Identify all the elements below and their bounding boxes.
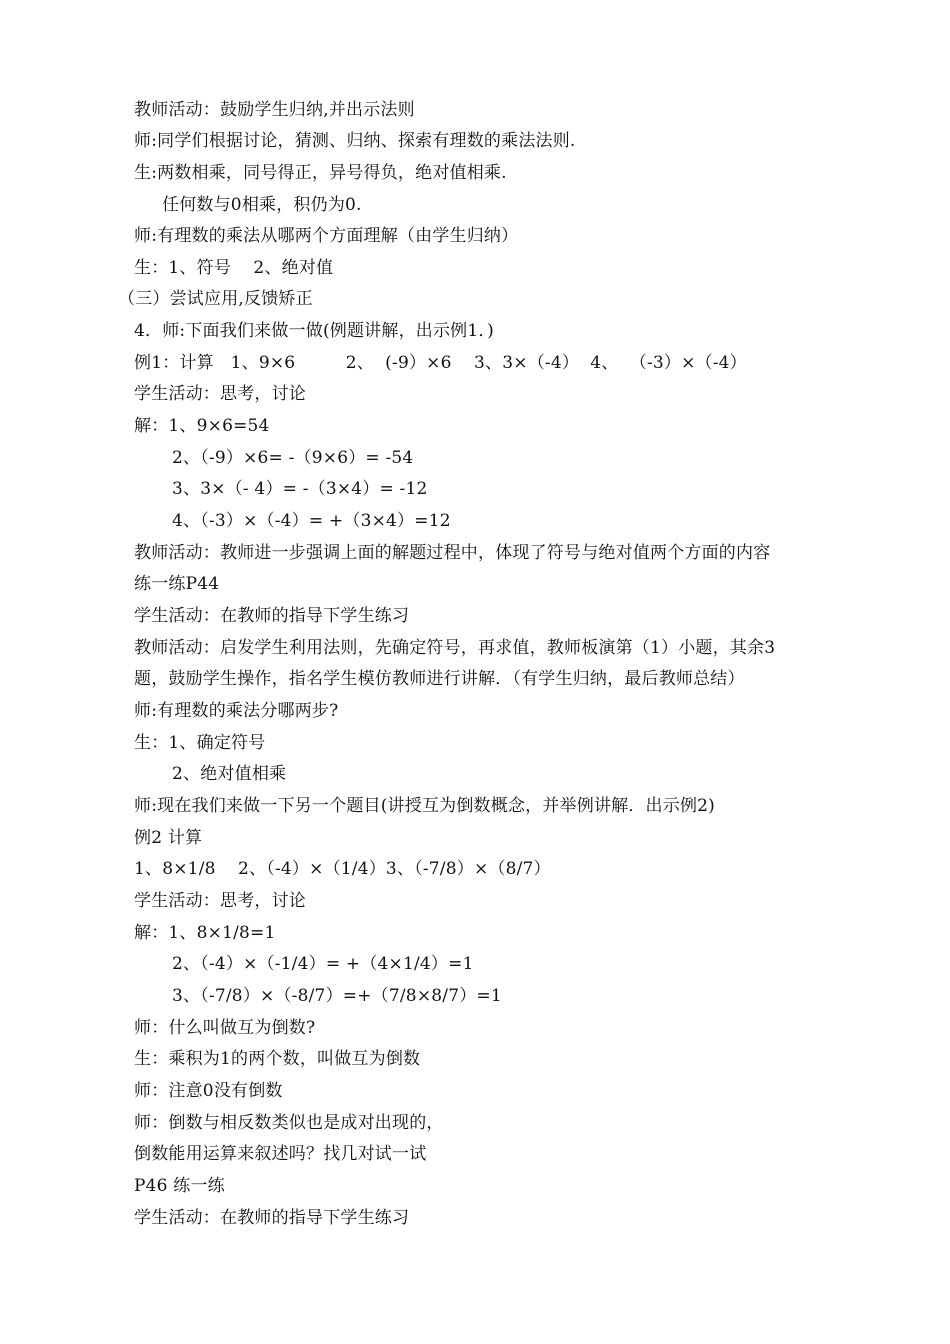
text-line: 教师活动：教师进一步强调上面的解题过程中，体现了符号与绝对值两个方面的内容 xyxy=(134,543,771,563)
text-line: 师：什么叫做互为倒数? xyxy=(134,1018,316,1038)
text-line: 2、（-9）×6= -（9×6）= -54 xyxy=(172,448,414,468)
text-line: 学生活动：思考，讨论 xyxy=(134,891,306,911)
text-line: 3、（-7/8）×（-8/7）=+（7/8×8/7）=1 xyxy=(172,986,502,1006)
text-line: P46 练一练 xyxy=(134,1176,225,1196)
text-line: 生：乘积为1的两个数，叫做互为倒数 xyxy=(134,1049,421,1069)
text-line: 4．师:下面我们来做一做(例题讲解，出示例1．) xyxy=(134,321,494,341)
text-line: 任何数与0相乘，积仍为0. xyxy=(162,195,362,215)
text-line: 解：1、9×6=54 xyxy=(134,416,270,436)
section-heading: （三）尝试应用,反馈矫正 xyxy=(118,289,313,309)
text-line: 学生活动：在教师的指导下学生练习 xyxy=(134,1208,410,1228)
text-line: 师:同学们根据讨论，猜测、归纳、探索有理数的乘法法则. xyxy=(134,131,576,151)
text-line: 4、（-3）×（-4）= +（3×4）=12 xyxy=(172,511,451,531)
text-line: 练一练P44 xyxy=(134,574,220,594)
text-line: 例2 计算 xyxy=(134,828,203,848)
text-line: 师：注意0没有倒数 xyxy=(134,1081,283,1101)
text-line: 题，鼓励学生操作，指名学生模仿教师进行讲解．（有学生归纳，最后教师总结） xyxy=(134,669,745,689)
text-line: 倒数能用运算来叙述吗？找几对试一试 xyxy=(134,1144,427,1164)
text-line: 教师活动：鼓励学生归纳,并出示法则 xyxy=(134,100,415,120)
text-line: 学生活动：在教师的指导下学生练习 xyxy=(134,606,410,626)
text-line: 3、3×（- 4）= -（3×4）= -12 xyxy=(172,479,428,499)
text-line: 例1：计算 1、9×6 2、 (-9）×6 3、3×（-4） 4、 （-3）×（-4） xyxy=(134,353,747,373)
text-line: 学生活动：思考，讨论 xyxy=(134,384,306,404)
text-line: 1、8×1/8 2、（-4）×（1/4）3、（-7/8）×（8/7） xyxy=(134,859,551,879)
text-line: 2、绝对值相乘 xyxy=(172,764,287,784)
text-line: 解：1、8×1/8=1 xyxy=(134,923,276,943)
text-line: 师:有理数的乘法分哪两步? xyxy=(134,701,339,721)
text-line: 生：1、确定符号 xyxy=(134,733,266,753)
text-line: 生：1、符号 2、绝对值 xyxy=(134,258,334,278)
text-line: 师:现在我们来做一下另一个题目(讲授互为倒数概念，并举例讲解．出示例2) xyxy=(134,796,716,816)
text-line: 生:两数相乘，同号得正，异号得负，绝对值相乘. xyxy=(134,163,507,183)
text-line: 教师活动：启发学生利用法则，先确定符号，再求值，教师板演第（1）小题，其余3 xyxy=(134,638,776,658)
text-line: 师:有理数的乘法从哪两个方面理解（由学生归纳） xyxy=(134,226,519,246)
text-line: 师：倒数与相反数类似也是成对出现的， xyxy=(134,1113,444,1133)
text-line: 2、（-4）×（-1/4）= +（4×1/4）=1 xyxy=(172,954,474,974)
